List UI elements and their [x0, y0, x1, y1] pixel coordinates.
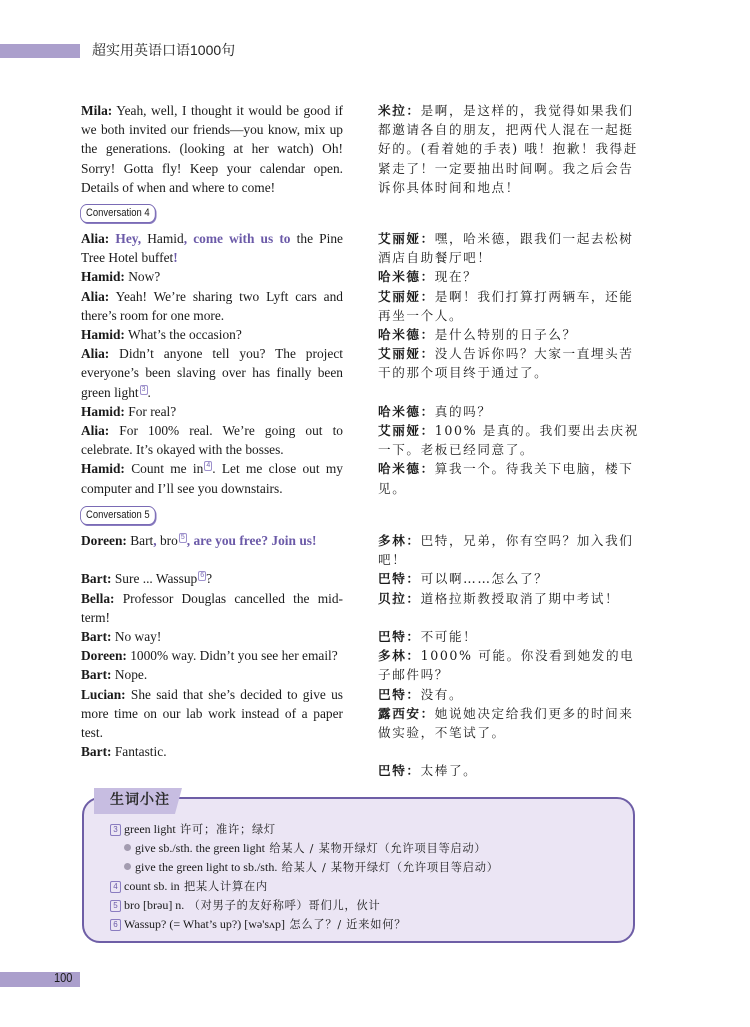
speaker-name: Hamid:: [81, 327, 125, 343]
footnote-marker[interactable]: 4: [206, 462, 211, 470]
dialogue-text: Yeah, well, I thought it would be good if we both invited our friends—you know, mix up the generations. (looking at her watch) Oh! Sorry! Gotta fly! Keep your calendar open. Details of when and where to come!: [81, 103, 343, 195]
dialogue-text-zh: 1000% 可能。你没看到她发的电子邮件吗？: [378, 648, 635, 683]
speaker-name: Bart:: [81, 667, 112, 683]
dialogue-line-zh: [378, 685, 640, 704]
speaker-name-zh: 哈米德：: [378, 461, 435, 477]
dialogue-line: [81, 685, 343, 743]
speaker-name: Bart:: [81, 744, 112, 760]
dialogue-text-zh: 巴特，兄弟，你有空吗？加入我们吧！: [378, 533, 634, 568]
dialogue-line: [81, 229, 343, 267]
highlight-text: , come with us to: [183, 231, 291, 246]
speaker-name: Alia:: [81, 231, 110, 246]
speaker-name-zh: 露西安：: [378, 705, 435, 721]
dialogue-line: [81, 421, 343, 459]
highlight-text: , are you free? Join us!: [186, 533, 317, 548]
book-title: 超实用英语口语1000句: [92, 42, 236, 58]
vocab-term: give the green light to sb./sth.: [135, 860, 278, 874]
dialogue-line-zh: [378, 761, 640, 780]
speaker-name: Hamid:: [81, 269, 125, 285]
dialogue-text-zh: 没有。: [420, 686, 464, 702]
bullet-icon: [124, 863, 131, 870]
dialogue-text-zh: 没人告诉你吗？大家一直埋头苦干的那个项目终于通过了。: [378, 346, 634, 381]
header-color-band: [0, 44, 80, 58]
speaker-name: Doreen:: [81, 648, 127, 664]
speaker-name: Hamid:: [81, 461, 125, 477]
vocab-term: give sb./sth. the green light: [135, 841, 265, 855]
dialogue-line: [81, 589, 343, 627]
speaker-name: Bart:: [81, 629, 112, 644]
footnote-marker[interactable]: 3: [141, 385, 146, 393]
speaker-name: Alia:: [81, 346, 110, 362]
dialogue-text-zh: 是啊！我们打算打两辆车，还能再坐一个人。: [378, 288, 634, 323]
dialogue-text-zh: 算我一个。待我关下电脑，楼下见。: [378, 461, 634, 496]
speaker-name: Bart:: [81, 571, 112, 587]
dialogue-text-zh: 真的吗？: [434, 403, 492, 419]
speaker-name-zh: 贝拉：: [378, 590, 421, 606]
speaker-name-zh: 艾丽娅：: [378, 231, 435, 246]
dialogue-text: .: [147, 384, 151, 400]
dialogue-text-zh: 不可能！: [420, 629, 478, 644]
dialogue-text-zh: 她说她决定给我们更多的时间来做实验，不笔试了。: [378, 705, 634, 741]
dialogue-text: She said that she’s decided to give us more time on our lab work instead of a paper test.: [81, 686, 343, 741]
speaker-name-zh: 哈米德：: [378, 269, 435, 285]
speaker-name-zh: 巴特：: [378, 763, 421, 779]
dialogue-text: the Pine Tree Hotel buffet: [81, 231, 343, 266]
dialogue-line: [81, 402, 343, 421]
dialogue-line-zh: [378, 589, 640, 608]
vocab-definition: 怎么了？/ 近来如何？: [285, 918, 407, 931]
dialogue-text: Sure ... Wassup: [111, 571, 198, 587]
dialogue-line: [81, 267, 343, 286]
conversation-4-english: [81, 229, 343, 498]
dialogue-text: Now?: [124, 269, 161, 285]
dialogue-text: 1000% way. Didn’t you see her email?: [126, 648, 338, 664]
dialogue-text: ?: [206, 571, 213, 587]
mila-line-en: [81, 101, 343, 197]
vocab-item: [110, 915, 620, 934]
speaker-name: Mila:: [81, 103, 113, 118]
dialogue-text-zh: 现在？: [434, 269, 478, 285]
conversation-5-english: [81, 531, 343, 761]
speaker-name-zh: 巴特：: [378, 686, 421, 702]
footnote-marker[interactable]: 5: [180, 534, 185, 541]
dialogue-line-zh: [378, 325, 640, 344]
speaker-name: Alia:: [81, 423, 110, 439]
dialogue-line-zh: [378, 287, 640, 325]
dialogue-text-zh: 是啊，是这样的，我觉得如果我们都邀请各自的朋友，把两代人混在一起挺好的。(看着她的手表) 哦！抱歉！我得赶紧走了！一定要抽出时间啊。我之后会告诉你具体时间和地点！: [378, 103, 638, 195]
footnote-number: 6: [110, 919, 121, 931]
vocab-subitem: [110, 858, 620, 877]
footnote-marker[interactable]: 6: [200, 572, 205, 580]
vocab-term: green light: [124, 822, 176, 836]
dialogue-line-zh: [378, 344, 640, 382]
speaker-name-zh: 巴特：: [378, 629, 421, 644]
dialogue-line: [81, 459, 343, 497]
vocab-definition: （对男子的友好称呼）哥们儿，伙计: [184, 899, 381, 912]
speaker-name: Hamid:: [81, 403, 125, 419]
speaker-name: Alia:: [81, 288, 110, 304]
dialogue-text: Count me in: [124, 461, 204, 477]
dialogue-line: [81, 531, 343, 550]
dialogue-line-zh: [378, 646, 640, 684]
speaker-name-zh: 多林：: [378, 648, 421, 664]
conversation-5-tag: Conversation 5: [80, 506, 156, 525]
dialogue-text-zh: 可以啊……怎么了？: [420, 571, 549, 587]
dialogue-text: Hamid: [141, 231, 184, 246]
speaker-name-zh: 哈米德：: [378, 327, 435, 343]
speaker-name-zh: 米拉：: [378, 103, 421, 118]
footnote-number: 3: [110, 824, 121, 836]
dialogue-text: Bart: [126, 533, 154, 548]
dialogue-line: [81, 665, 343, 684]
dialogue-text-zh: 太棒了。: [420, 763, 478, 779]
vocabulary-list: [110, 820, 620, 934]
dialogue-text: For 100% real. We’re going out to celebrate. It’s okayed with the bosses.: [81, 423, 343, 458]
vocab-item: [110, 877, 620, 896]
footnote-number: 5: [110, 900, 121, 912]
dialogue-text: Yeah! We’re sharing two Lyft cars and there’s room for one more.: [81, 288, 343, 323]
speaker-name-zh: 艾丽娅：: [378, 423, 435, 439]
dialogue-line-zh: [378, 229, 640, 267]
dialogue-text: No way!: [111, 629, 162, 644]
vocab-definition: 把某人计算在内: [179, 880, 268, 893]
speaker-name-zh: 艾丽娅：: [378, 346, 435, 362]
conversation-4-tag: Conversation 4: [80, 204, 156, 223]
dialogue-text-zh: 100% 是真的。我们要出去庆祝一下。老板已经同意了。: [378, 423, 639, 458]
dialogue-text: Professor Douglas cancelled the mid-term!: [81, 590, 343, 625]
dialogue-line: [81, 287, 343, 325]
dialogue-line-zh: [378, 402, 640, 421]
vocab-term: count sb. in: [124, 879, 180, 893]
dialogue-text: bro: [156, 533, 178, 548]
dialogue-line-zh: [378, 627, 640, 646]
mila-line-zh: [378, 101, 640, 197]
conversation-5-chinese: [378, 531, 640, 781]
speaker-name: Doreen:: [81, 533, 127, 548]
dialogue-text: What’s the occasion?: [124, 327, 242, 343]
dialogue-text-zh: 道格拉斯教授取消了期中考试！: [420, 590, 620, 606]
speaker-name: Lucian:: [81, 686, 126, 702]
footnote-number: 4: [110, 881, 121, 893]
dialogue-line: [81, 646, 343, 665]
bullet-icon: [124, 844, 131, 851]
dialogue-line: [81, 569, 343, 588]
dialogue-line-zh: [378, 267, 640, 286]
dialogue-line-zh: [378, 531, 640, 569]
dialogue-text: For real?: [124, 403, 177, 419]
vocab-term: bro [brəu] n.: [124, 898, 185, 912]
highlight-text: !: [173, 250, 178, 266]
vocab-definition: 给某人 / 某物开绿灯（允许项目等启动）: [264, 842, 487, 855]
dialogue-text-zh: 嘿，哈米德，跟我们一起去松树酒店自助餐厅吧！: [378, 231, 634, 266]
highlight-text: Hey,: [115, 231, 142, 246]
vocab-term: Wassup? (= What’s up?) [wə'sʌp]: [124, 917, 286, 931]
dialogue-text: . Let me close out my computer and I’ll see you downstairs.: [81, 461, 343, 496]
dialogue-line-zh: [378, 569, 640, 588]
highlight-text: ,: [153, 533, 157, 548]
dialogue-line: [81, 742, 343, 761]
speaker-name: Bella:: [81, 590, 115, 606]
speaker-name-zh: 哈米德：: [378, 403, 435, 419]
speaker-name-zh: 多林：: [378, 533, 421, 548]
dialogue-line: [81, 325, 343, 344]
dialogue-line: [81, 344, 343, 402]
vocab-definition: 许可；准许；绿灯: [175, 823, 276, 836]
vocabulary-title: 生词小注: [110, 792, 170, 808]
dialogue-text: Didn’t anyone tell you? The project everyone’s been slaving over has finally been green light: [81, 346, 343, 400]
speaker-name-zh: 艾丽娅：: [378, 288, 435, 304]
speaker-name-zh: 巴特：: [378, 571, 421, 587]
page-number: 100: [54, 970, 73, 985]
vocab-item: [110, 820, 620, 839]
dialogue-line-zh: [378, 459, 640, 497]
dialogue-line-zh: [378, 421, 640, 459]
dialogue-text: Nope.: [111, 667, 148, 683]
vocab-item: [110, 896, 620, 915]
conversation-4-chinese: [378, 229, 640, 498]
dialogue-text-zh: 是什么特别的日子么？: [434, 327, 577, 343]
vocab-definition: 给某人 / 某物开绿灯（允许项目等启动）: [277, 861, 499, 874]
dialogue-line-zh: [378, 704, 640, 742]
dialogue-text: Fantastic.: [111, 744, 167, 760]
dialogue-line: [81, 627, 343, 646]
vocab-subitem: [110, 839, 620, 858]
